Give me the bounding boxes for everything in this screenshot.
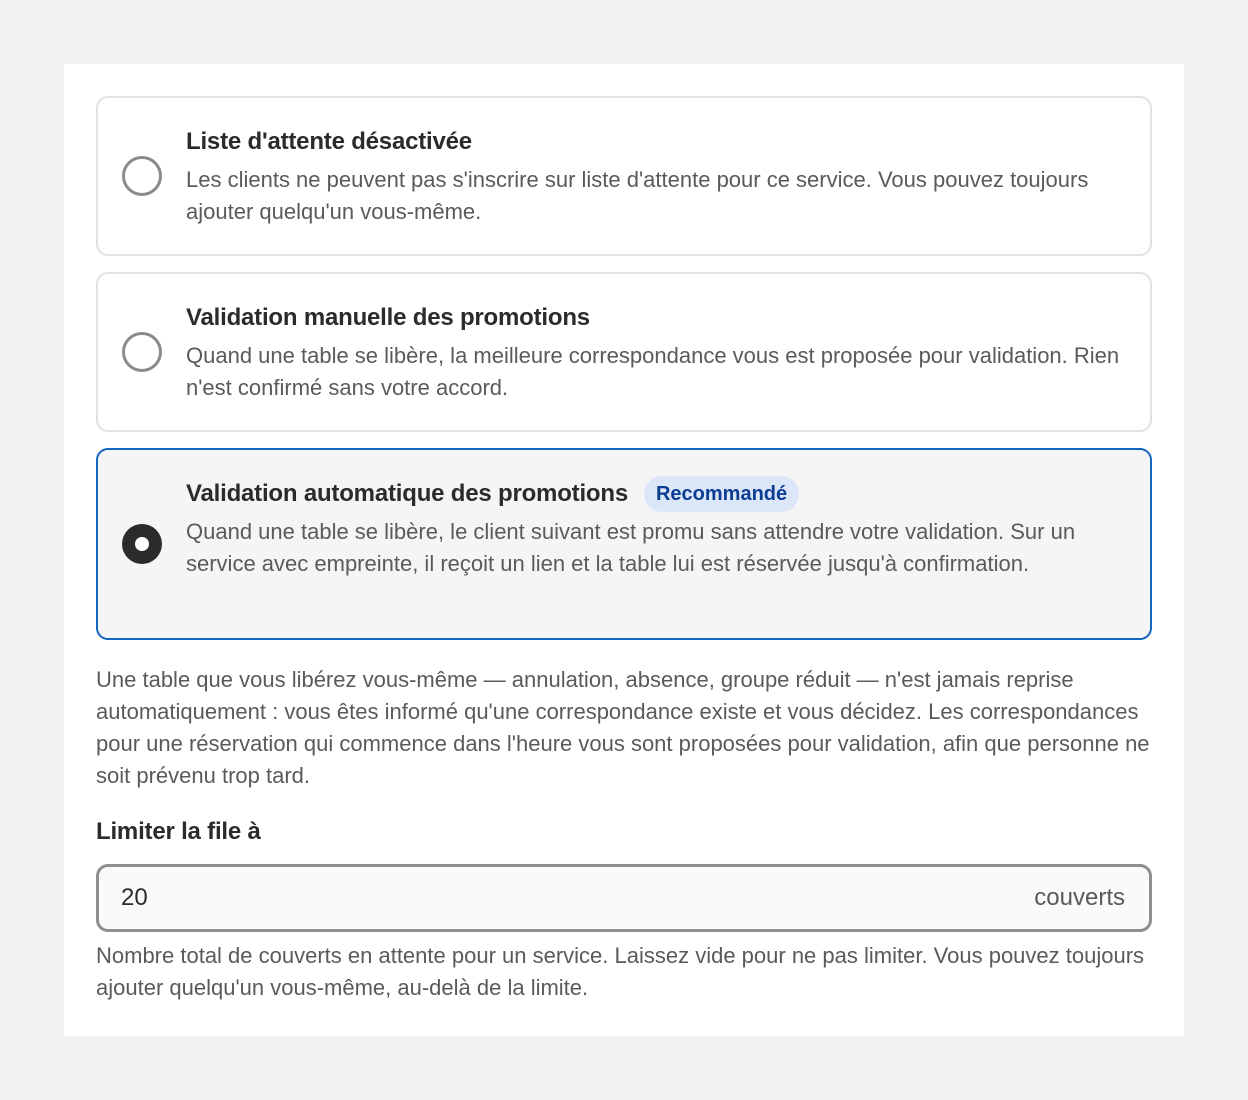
radio-selected-dot bbox=[135, 537, 149, 551]
radio-manual-validation[interactable] bbox=[122, 332, 162, 372]
queue-limit-label: Limiter la file à bbox=[96, 818, 261, 845]
option-content bbox=[186, 124, 1120, 228]
recommended-badge: Recommandé bbox=[644, 476, 799, 512]
option-title-row bbox=[186, 476, 1120, 512]
waitlist-settings-panel bbox=[64, 64, 1184, 1036]
option-description: Quand une table se libère, le client suivant est promu sans attendre votre validation. Sur un service avec empreinte, il reçoit un lien et la table lui est réservée jusqu'à confirmation. bbox=[186, 519, 1076, 576]
queue-limit-unit: couverts bbox=[1034, 884, 1125, 911]
option-automatic-validation[interactable] bbox=[96, 448, 1152, 640]
queue-limit-help: Nombre total de couverts en attente pour un service. Laissez vide pour ne pas limiter. Vous pouvez toujours ajouter quelqu'un vous-même, au-delà de la limite. bbox=[96, 943, 1145, 1000]
option-title: Validation manuelle des promotions bbox=[186, 304, 590, 331]
option-title: Validation automatique des promotions bbox=[186, 480, 628, 507]
queue-limit-input[interactable] bbox=[121, 867, 921, 929]
radio-waitlist-disabled[interactable] bbox=[122, 156, 162, 196]
option-content bbox=[186, 476, 1120, 580]
option-title-row bbox=[186, 300, 1120, 336]
info-text: Une table que vous libérez vous-même — annulation, absence, groupe réduit — n'est jamais reprise automatiquement : vous êtes informé qu'une correspondance existe et vous décidez. Les correspondances pour une réservation qui commence dans l'heure vous sont proposées pour validation, afin que personne ne soit prévenu trop tard. bbox=[96, 667, 1150, 788]
option-title-row bbox=[186, 124, 1120, 160]
radio-automatic-validation[interactable] bbox=[122, 524, 162, 564]
queue-limit-field[interactable] bbox=[96, 864, 1152, 932]
option-description: Les clients ne peuvent pas s'inscrire sur liste d'attente pour ce service. Vous pouvez toujours ajouter quelqu'un vous-même. bbox=[186, 167, 1089, 224]
option-manual-validation[interactable] bbox=[96, 272, 1152, 432]
option-description: Quand une table se libère, la meilleure correspondance vous est proposée pour validation. Rien n'est confirmé sans votre accord. bbox=[186, 343, 1120, 400]
option-content bbox=[186, 300, 1120, 404]
option-waitlist-disabled[interactable] bbox=[96, 96, 1152, 256]
option-title: Liste d'attente désactivée bbox=[186, 128, 472, 155]
